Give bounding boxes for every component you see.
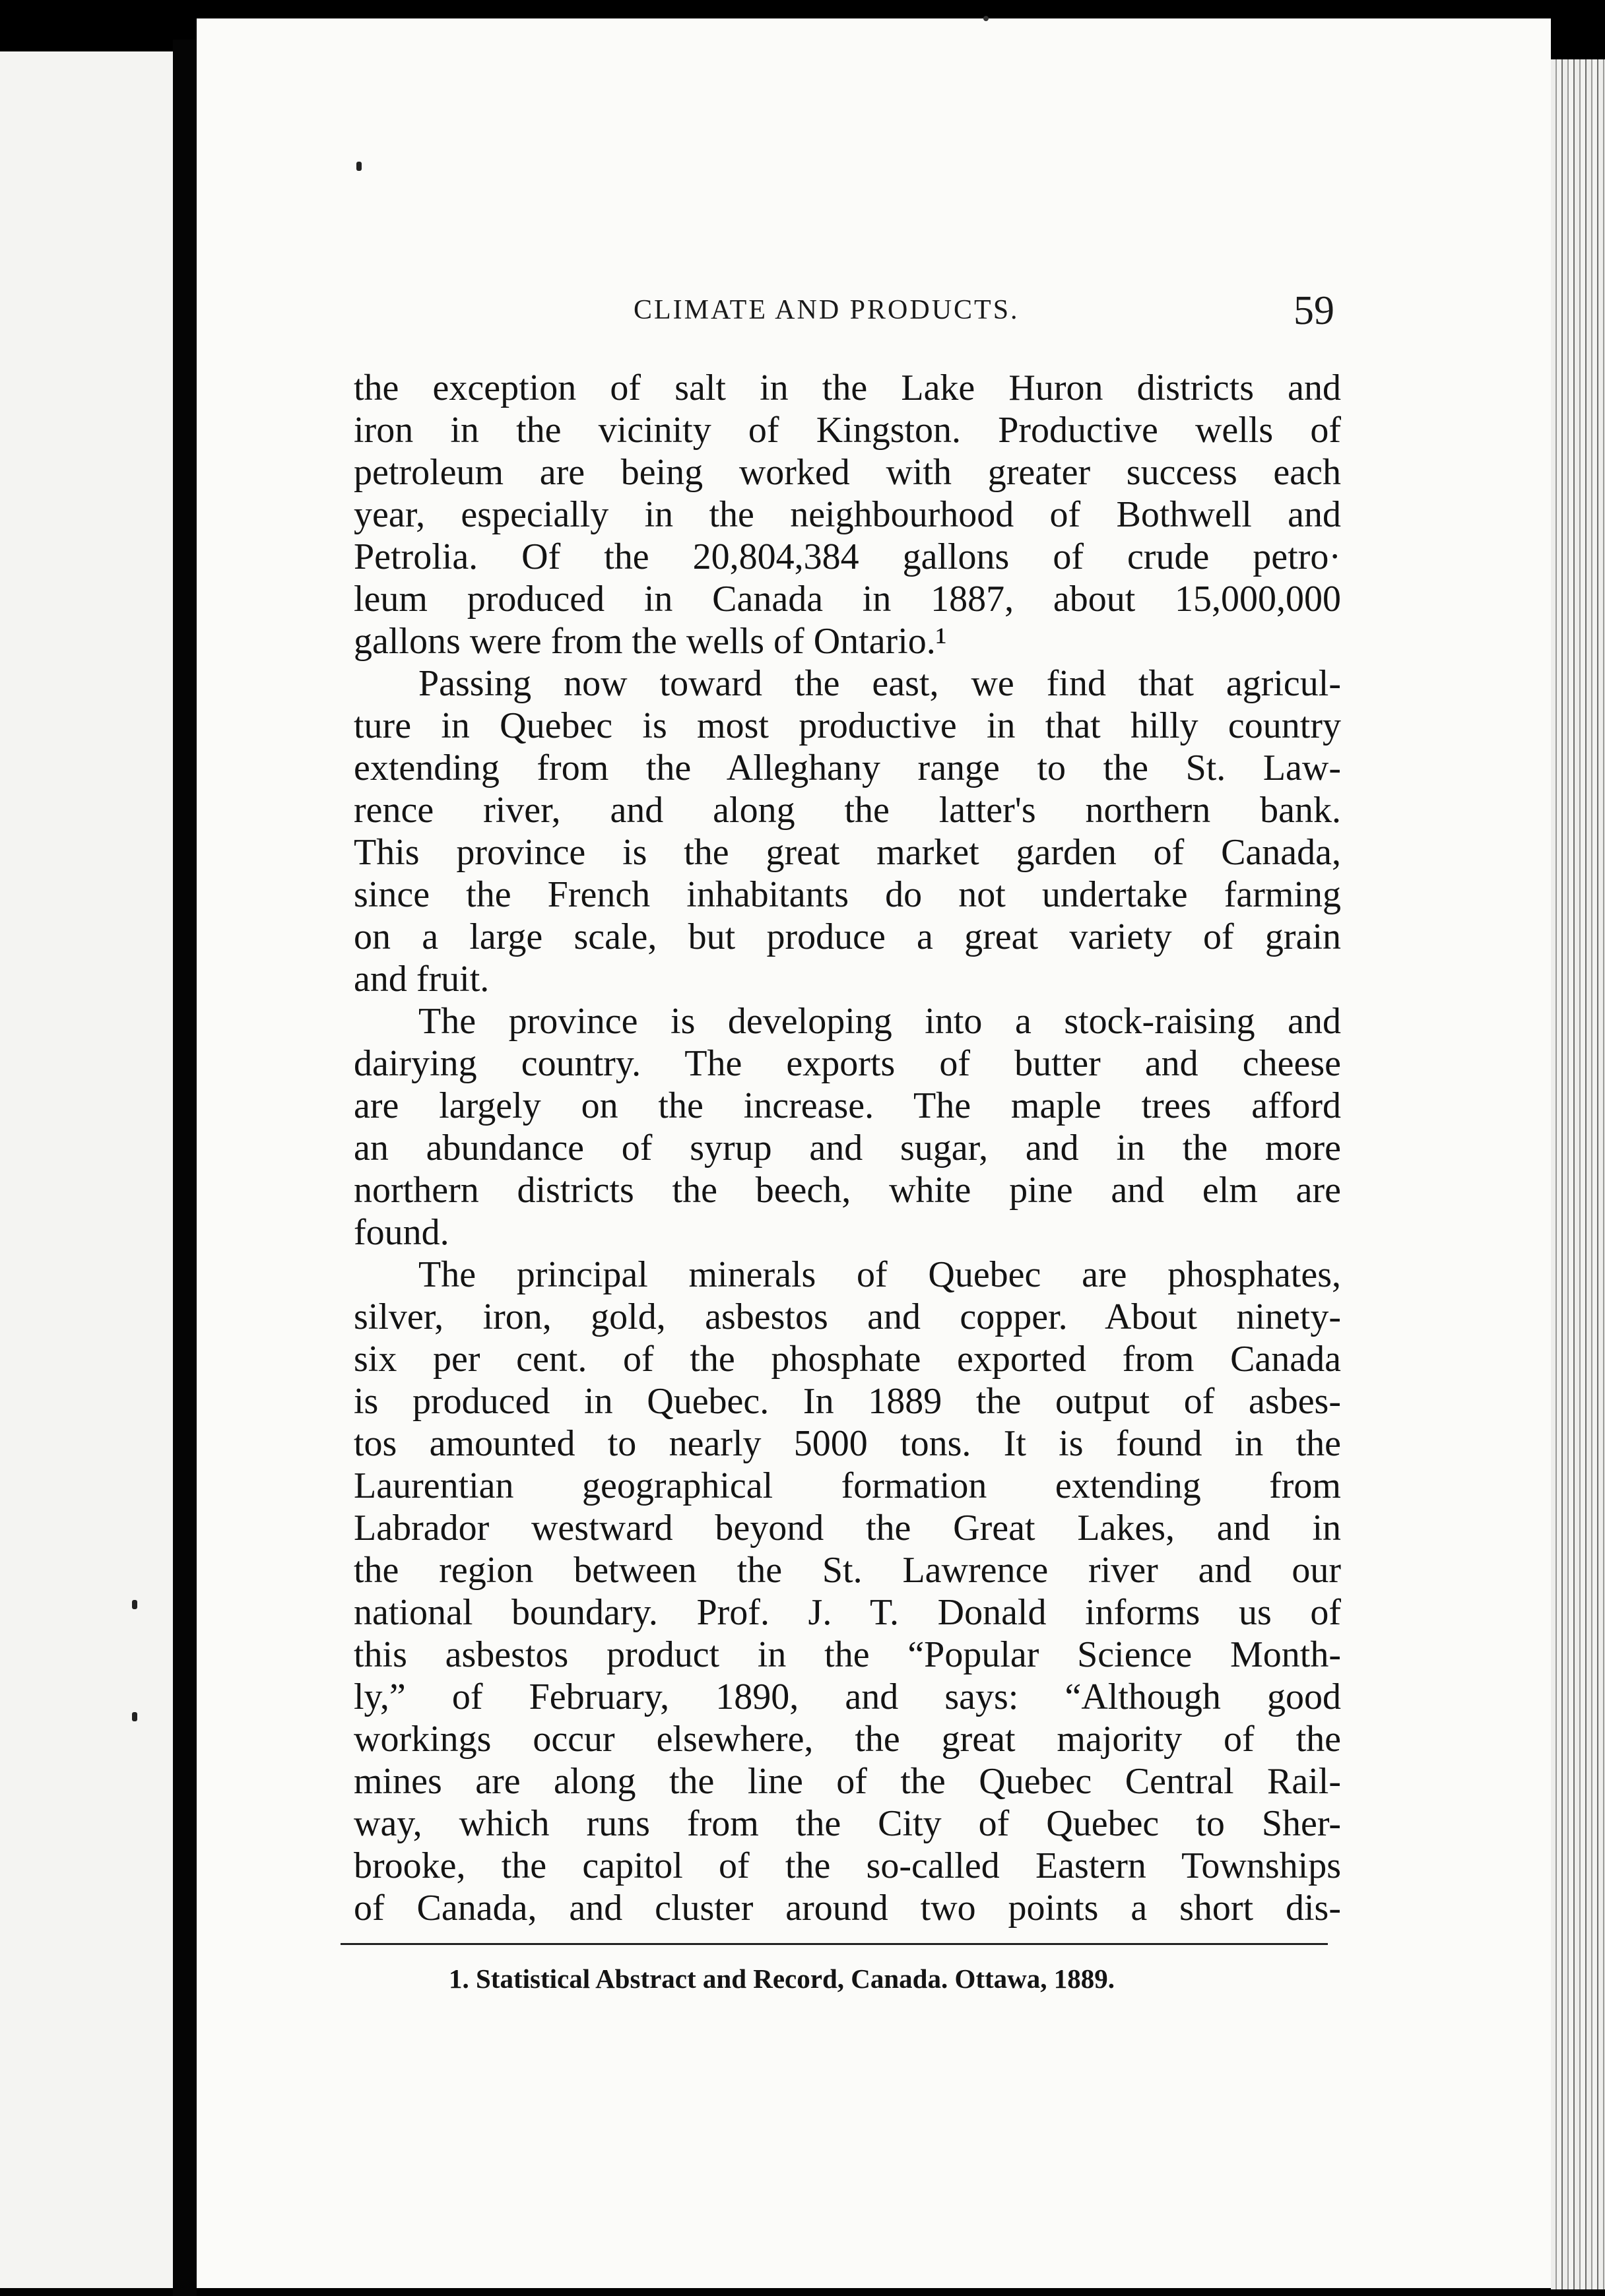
text-line: ly,” of February, 1890, and says: “Although good [354, 1676, 1341, 1717]
text-line: extending from the Alleghany range to the St. Law- [354, 748, 1341, 788]
page-stack-edge [1551, 59, 1605, 2289]
text-line: This province is the great market garden of Canada, [354, 832, 1341, 873]
text-line: year, especially in the neighbourhood of Bothwell and [354, 494, 1341, 535]
text-line: northern districts the beech, white pine and elm are [354, 1170, 1341, 1211]
text-line: is produced in Quebec. In 1889 the output of asbes- [354, 1381, 1341, 1422]
text-line: gallons were from the wells of Ontario.¹ [354, 621, 947, 662]
running-head: CLIMATE AND PRODUCTS. [634, 295, 1020, 325]
text-line: iron in the vicinity of Kingston. Productive wells of [354, 410, 1341, 451]
text-line: The province is developing into a stock-raising and [418, 1001, 1341, 1042]
paragraph [354, 1000, 1341, 1254]
footnote-rule [341, 1943, 1328, 1945]
text-line: leum produced in Canada in 1887, about 15,000,000 [354, 579, 1341, 620]
text-line: Petrolia. Of the 20,804,384 gallons of crude petro· [354, 536, 1341, 577]
text-line: on a large scale, but produce a great variety of grain [354, 916, 1341, 957]
scan-speck [983, 16, 989, 21]
text-line: ture in Quebec is most productive in that hilly country [354, 705, 1341, 746]
text-line: of Canada, and cluster around two points a short dis- [354, 1888, 1341, 1929]
text-line: found. [354, 1212, 449, 1253]
text-line: silver, iron, gold, asbestos and copper. About ninety- [354, 1296, 1341, 1337]
text-line: Passing now toward the east, we find that agricul- [418, 663, 1341, 704]
text-line: way, which runs from the City of Quebec to Sher- [354, 1803, 1341, 1844]
footnote: 1. Statistical Abstract and Record, Canada. Ottawa, 1889. [449, 1963, 1115, 1994]
text-line: and fruit. [354, 959, 490, 1000]
text-line: petroleum are being worked with greater success each [354, 452, 1341, 493]
margin-speck [356, 162, 362, 171]
margin-speck [132, 1712, 137, 1721]
text-line: workings occur elsewhere, the great majority of the [354, 1719, 1341, 1760]
body-text [354, 367, 1341, 1929]
page-number: 59 [1294, 288, 1334, 333]
text-line: the region between the St. Lawrence river and our [354, 1550, 1341, 1591]
text-line: national boundary. Prof. J. T. Donald informs us of [354, 1592, 1341, 1633]
text-line: tos amounted to nearly 5000 tons. It is found in the [354, 1423, 1341, 1464]
text-line: rence river, and along the latter's northern bank. [354, 790, 1341, 831]
text-line: dairying country. The exports of butter and cheese [354, 1043, 1341, 1084]
text-line: mines are along the line of the Quebec Central Rail- [354, 1761, 1341, 1802]
text-line: brooke, the capitol of the so-called Eastern Townships [354, 1845, 1341, 1886]
text-line: this asbestos product in the “Popular Science Month- [354, 1634, 1341, 1675]
text-line: six per cent. of the phosphate exported from Canada [354, 1339, 1341, 1380]
text-line: the exception of salt in the Lake Huron districts and [354, 367, 1341, 408]
text-line: since the French inhabitants do not undertake farming [354, 874, 1341, 915]
text-line: an abundance of syrup and sugar, and in the more [354, 1128, 1341, 1168]
text-line: are largely on the increase. The maple trees afford [354, 1085, 1341, 1126]
paragraph [354, 1254, 1341, 1929]
margin-speck [132, 1600, 137, 1609]
paragraph [354, 662, 1341, 1000]
paragraph [354, 367, 1341, 662]
text-line: The principal minerals of Quebec are phosphates, [418, 1254, 1341, 1295]
binding-gutter [173, 40, 197, 2296]
text-line: Labrador westward beyond the Great Lakes, and in [354, 1508, 1341, 1548]
text-line: Laurentian geographical formation extending from [354, 1465, 1341, 1506]
facing-page-edge [0, 51, 173, 2288]
